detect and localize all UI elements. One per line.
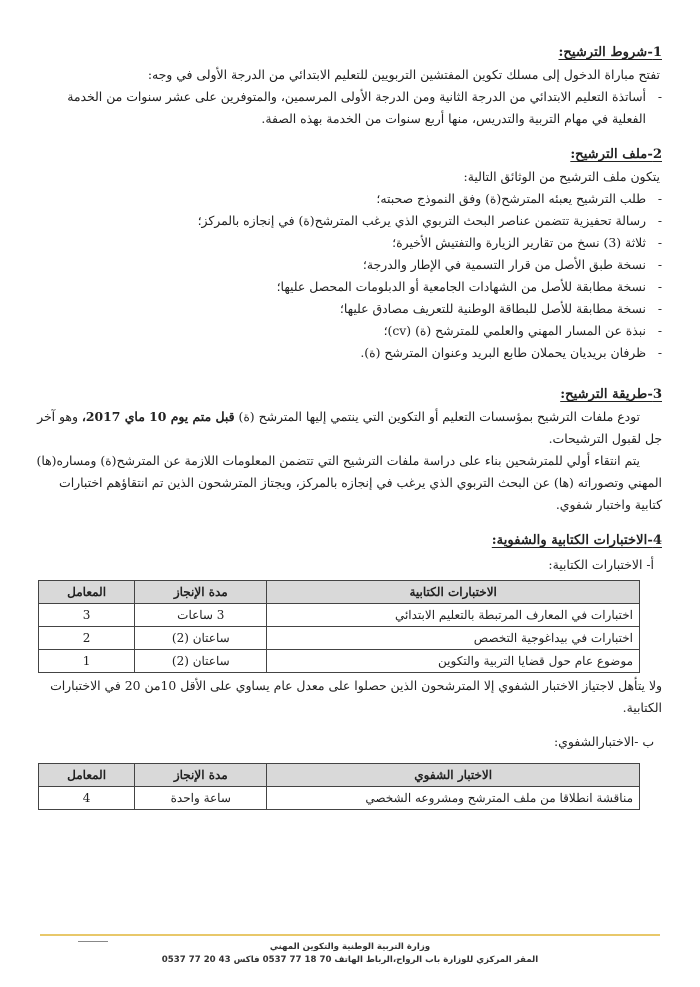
written-exams-subtitle: أ- الاختبارات الكتابية: [548, 557, 654, 572]
table-cell: 2 [39, 627, 135, 650]
table-cell: ساعة واحدة [135, 787, 267, 810]
table-cell: 3 [39, 604, 135, 627]
document-body [36, 42, 662, 810]
table-cell: 1 [39, 650, 135, 673]
deposit-paragraph: تودع ملفات الترشيح بمؤسسات التعليم أو التكوين التي ينتمي إليها المترشح (ة) قبل متم يوم 10 ماي 2017، وهو آخر جل لقبول الترشيحات. [37, 409, 662, 446]
section-title: 3-طريقة الترشيح: [560, 387, 662, 402]
section-application-file [36, 144, 662, 364]
table-cell: 3 ساعات [135, 604, 267, 627]
table-cell: اختبارات في المعارف المرتبطة بالتعليم الابتدائي [267, 604, 640, 627]
section-application-method [36, 384, 662, 516]
written-exams-table [38, 580, 640, 673]
list-item: - ثلاثة (3) نسخ من تقارير الزيارة والتفتيش الأخيرة؛ [392, 235, 662, 250]
section-title: 1-شروط الترشيح: [558, 45, 662, 60]
footer [0, 941, 700, 967]
table-row [39, 604, 640, 627]
section-title: 2-ملف الترشيح: [570, 147, 662, 162]
list-item: - نسخة طبق الأصل من قرار التسمية في الإطار والدرجة؛ [362, 257, 662, 272]
section-title: 4-الاختبارات الكتابية والشفوية: [491, 533, 662, 548]
table-cell: 4 [39, 787, 135, 810]
list-item: - نسخة مطابقة للأصل من الشهادات الجامعية أو الدبلومات المحصل عليها؛ [276, 279, 662, 294]
selection-paragraph: يتم انتقاء أولي للمترشحين بناء على دراسة ملفات الترشيح التي تتضمن المعلومات اللازمة عن المترشح(ة) ومساره(ها) المهني وتصوراته (ها) عن البحث التربوي الذي يرغب في إنجازه بالمركز، ويجتاز المترشحون الذين تم انتقاؤهم اختبارات كتابية واختبار شفوي. [36, 453, 662, 512]
footer-divider [40, 934, 660, 936]
oral-exam-table [38, 763, 640, 810]
list-item: - طلب الترشيح يعبئه المترشح(ة) وفق النموذج صحبته؛ [376, 191, 662, 206]
list-item: - رسالة تحفيزية تتضمن عناصر البحث التربوي الذي يرغب المترشح(ة) في إنجازه بالمركز؛ [197, 213, 662, 228]
oral-exam-subtitle: ب -الاختبارالشفوي: [553, 734, 654, 749]
column-header: الاختبارات الكتابية [267, 581, 640, 604]
section-conditions [36, 42, 662, 130]
list-item: - ظرفان بريديان يحملان طابع البريد وعنوان المترشح (ة). [360, 345, 662, 360]
table-row [39, 787, 640, 810]
section-intro: يتكون ملف الترشيح من الوثائق التالية: [463, 169, 660, 184]
column-header: المعامل [39, 764, 135, 787]
ministry-address: المقر المركزي للوزارة باب الرواح،الرباط الهاتف 70 18 77 0537 فاكس 43 20 77 0537 [161, 955, 539, 965]
table-row [39, 627, 640, 650]
section-exams [36, 530, 662, 810]
table-cell: موضوع عام حول قضايا التربية والتكوين [267, 650, 640, 673]
section-intro: تفتح مباراة الدخول إلى مسلك تكوين المفتشين التربويين للتعليم الابتدائي من الدرجة الأولى في وجه: [147, 67, 660, 82]
table-cell: اختبارات في بيداغوجية التخصص [267, 627, 640, 650]
list-item: - أساتذة التعليم الابتدائي من الدرجة الثانية ومن الدرجة الأولى المرسمين، والمتوفرين على عشر سنوات من الخدمة الفعلية في مهام التربية والتدريس، منها أربع سنوات من الخدمة بهذه الصفة. [67, 89, 662, 126]
table-cell: مناقشة انطلاقا من ملف المترشح ومشروعه الشخصي [267, 787, 640, 810]
table-header-row [39, 764, 640, 787]
column-header: المعامل [39, 581, 135, 604]
table-row [39, 650, 640, 673]
list-item: - نسخة مطابقة للأصل للبطاقة الوطنية للتعريف مصادق عليها؛ [339, 301, 662, 316]
ministry-name: وزارة التربية الوطنية والتكوين المهني [269, 942, 431, 952]
table-cell: ساعتان (2) [135, 650, 267, 673]
column-header: مدة الإنجاز [135, 581, 267, 604]
table-header-row [39, 581, 640, 604]
column-header: الاختبار الشفوي [267, 764, 640, 787]
list-item: - نبذة عن المسار المهني والعلمي للمترشح (ة) (cv)؛ [383, 323, 662, 338]
table-cell: ساعتان (2) [135, 627, 267, 650]
qualification-note: ولا يتأهل لاجتياز الاختبار الشفوي إلا المترشحون الذين حصلوا على معدل عام يساوي على الأقل 10من 20 في الاختبارات الكتابية. [50, 678, 662, 715]
column-header: مدة الإنجاز [135, 764, 267, 787]
documents-list [36, 188, 662, 364]
conditions-list [36, 86, 662, 130]
deadline-text: قبل متم يوم 10 ماي 2017، [81, 409, 235, 424]
